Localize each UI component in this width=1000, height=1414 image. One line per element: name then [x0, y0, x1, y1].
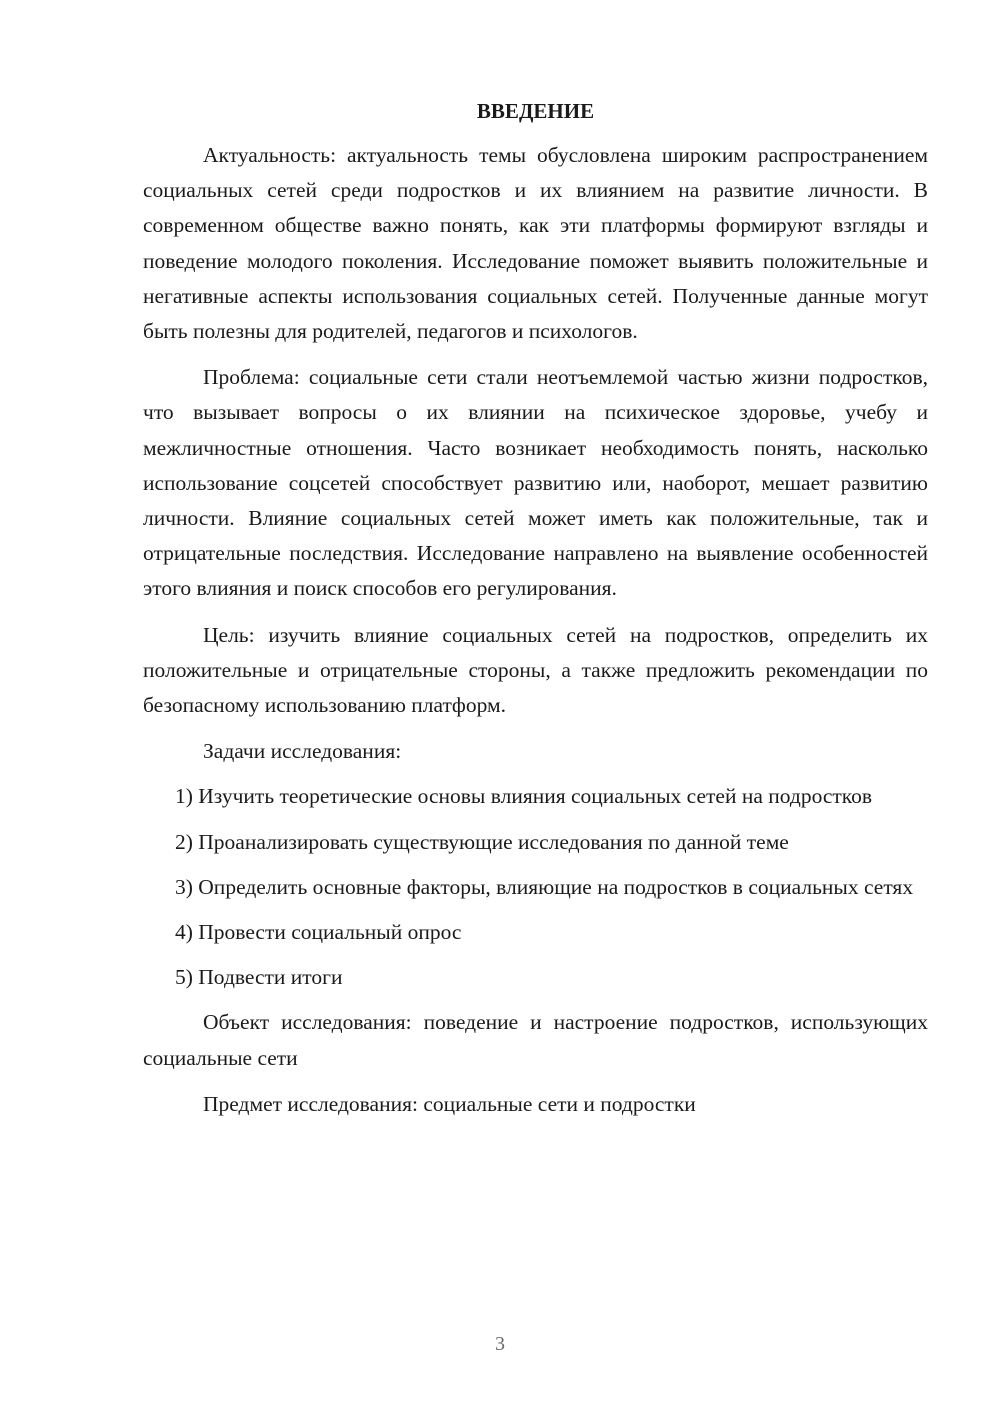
page-number: 3: [495, 1333, 505, 1355]
section-title: ВВЕДЕНИЕ: [476, 99, 595, 123]
object-paragraph: Объект исследования: поведение и настроение подростков, использующих социальные сети: [143, 1010, 928, 1070]
tasks-heading: Задачи исследования:: [203, 739, 402, 764]
problem-paragraph: Проблема: социальные сети стали неотъемлемой частью жизни подростков, что вызывает вопросы о их влиянии на психическое здоровье, учебу и межличностные отношения. Часто возникает необходимость понять, насколько использование соцсетей способствует развитию или, наоборот, мешает развитию личности. Влияние социальных сетей может иметь как положительные, так и отрицательные последствия. Исследование направлено на выявление особенностей этого влияния и поиск способов его регулирования.: [143, 365, 928, 601]
relevance-paragraph: Актуальность: актуальность темы обусловлена широким распространением социальных сетей среди подростков и их влиянием на развитие личности. В современном обществе важно понять, как эти платформы формируют взгляды и поведение молодого поколения. Исследование поможет выявить положительные и негативные аспекты использования социальных сетей. Полученные данные могут быть полезны для родителей, педагогов и психологов.: [143, 143, 928, 344]
task-item-3: 3) Определить основные факторы, влияющие на подростков в социальных сетях: [175, 874, 914, 899]
task-item-1: 1) Изучить теоретические основы влияния социальных сетей на подростков: [175, 784, 873, 809]
goal-paragraph: Цель: изучить влияние социальных сетей на подростков, определить их положительные и отрицательные стороны, а также предложить рекомендации по безопасному использованию платформ.: [143, 622, 928, 718]
subject-paragraph: Предмет исследования: социальные сети и подростки: [203, 1091, 696, 1116]
document-page: [143, 94, 928, 1133]
task-item-2: 2) Проанализировать существующие исследования по данной теме: [175, 829, 789, 854]
task-item-4: 4) Провести социальный опрос: [175, 920, 462, 945]
task-item-5: 5) Подвести итоги: [175, 965, 343, 990]
